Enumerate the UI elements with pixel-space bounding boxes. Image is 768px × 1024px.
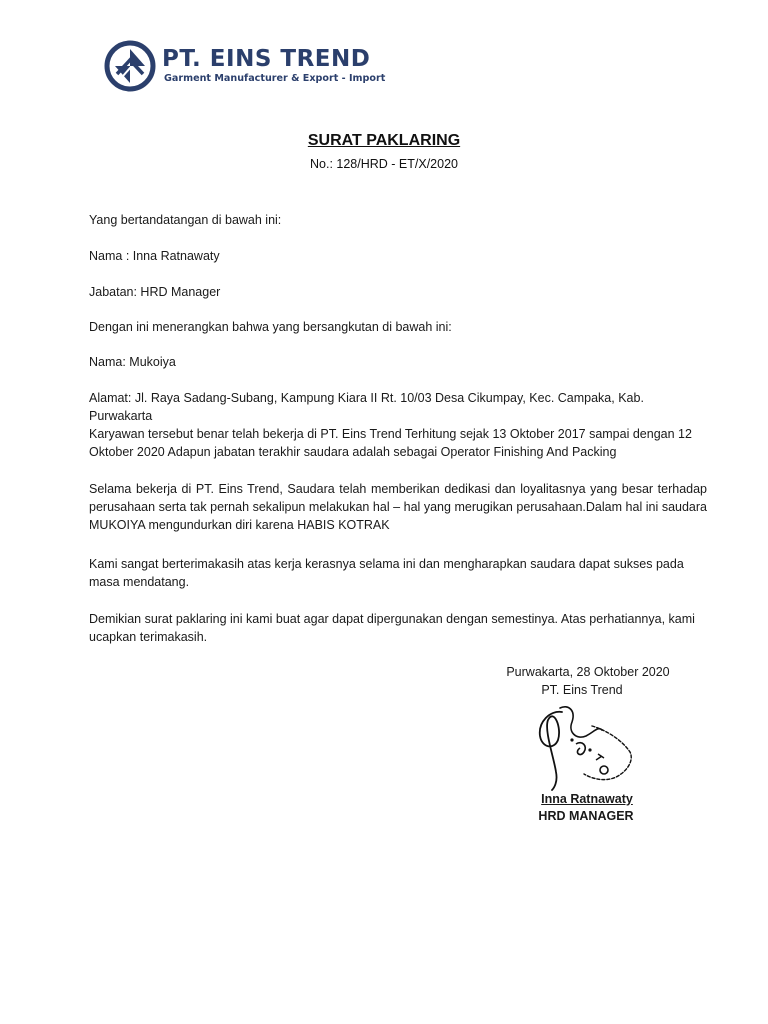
letterhead bbox=[104, 40, 424, 92]
signer-position-line: Jabatan: HRD Manager bbox=[89, 285, 221, 299]
handwritten-signature-icon bbox=[532, 700, 636, 792]
document-number: No.: 128/HRD - ET/X/2020 bbox=[310, 157, 458, 171]
employee-name-line: Nama: Mukoiya bbox=[89, 355, 176, 369]
place-date: Purwakarta, 28 Oktober 2020 bbox=[506, 665, 670, 679]
company-name: PT. EINS TREND bbox=[162, 46, 371, 72]
signer-name: Inna Ratnawaty bbox=[541, 792, 633, 806]
dedication-paragraph: Selama bekerja di PT. Eins Trend, Saudara telah memberikan dedikasi dan loyalitasnya yang besar terhadap perusahaan serta tak pernah sekalipun melakukan hal – hal yang merugikan perusahaan.Dalam hal ini saudara MUKOIYA mengundurkan diri karena HABIS KOTRAK bbox=[89, 482, 707, 532]
signature-company: PT. Eins Trend bbox=[541, 683, 623, 697]
signer-title: HRD MANAGER bbox=[538, 809, 634, 823]
thanks-paragraph: Kami sangat berterimakasih atas kerja kerasnya selama ini dan mengharapkan saudara dapat sukses pada masa mendatang. bbox=[89, 557, 684, 589]
employee-address-line: Alamat: Jl. Raya Sadang-Subang, Kampung Kiara II Rt. 10/03 Desa Cikumpay, Kec. Campaka, Kab. Purwakarta bbox=[89, 391, 644, 423]
statement-paragraph: Dengan ini menerangkan bahwa yang bersangkutan di bawah ini: bbox=[89, 320, 452, 334]
company-tagline: Garment Manufacturer & Export - Import bbox=[164, 73, 386, 84]
signer-name-line: Nama : Inna Ratnawaty bbox=[89, 249, 220, 263]
letter-title: SURAT PAKLARING bbox=[307, 132, 461, 149]
intro-paragraph: Yang bertandatangan di bawah ini: bbox=[89, 213, 282, 227]
company-logo-icon bbox=[104, 40, 156, 92]
closing-paragraph: Demikian surat paklaring ini kami buat agar dapat dipergunakan dengan semestinya. Atas perhatiannya, kami ucapkan terimakasih. bbox=[89, 612, 695, 644]
employment-paragraph: Karyawan tersebut benar telah bekerja di PT. Eins Trend Terhitung sejak 13 Oktober 2017 sampai dengan 12 Oktober 2020 Adapun jabatan terakhir saudara adalah sebagai Operator Finishing And Packing bbox=[89, 427, 692, 459]
